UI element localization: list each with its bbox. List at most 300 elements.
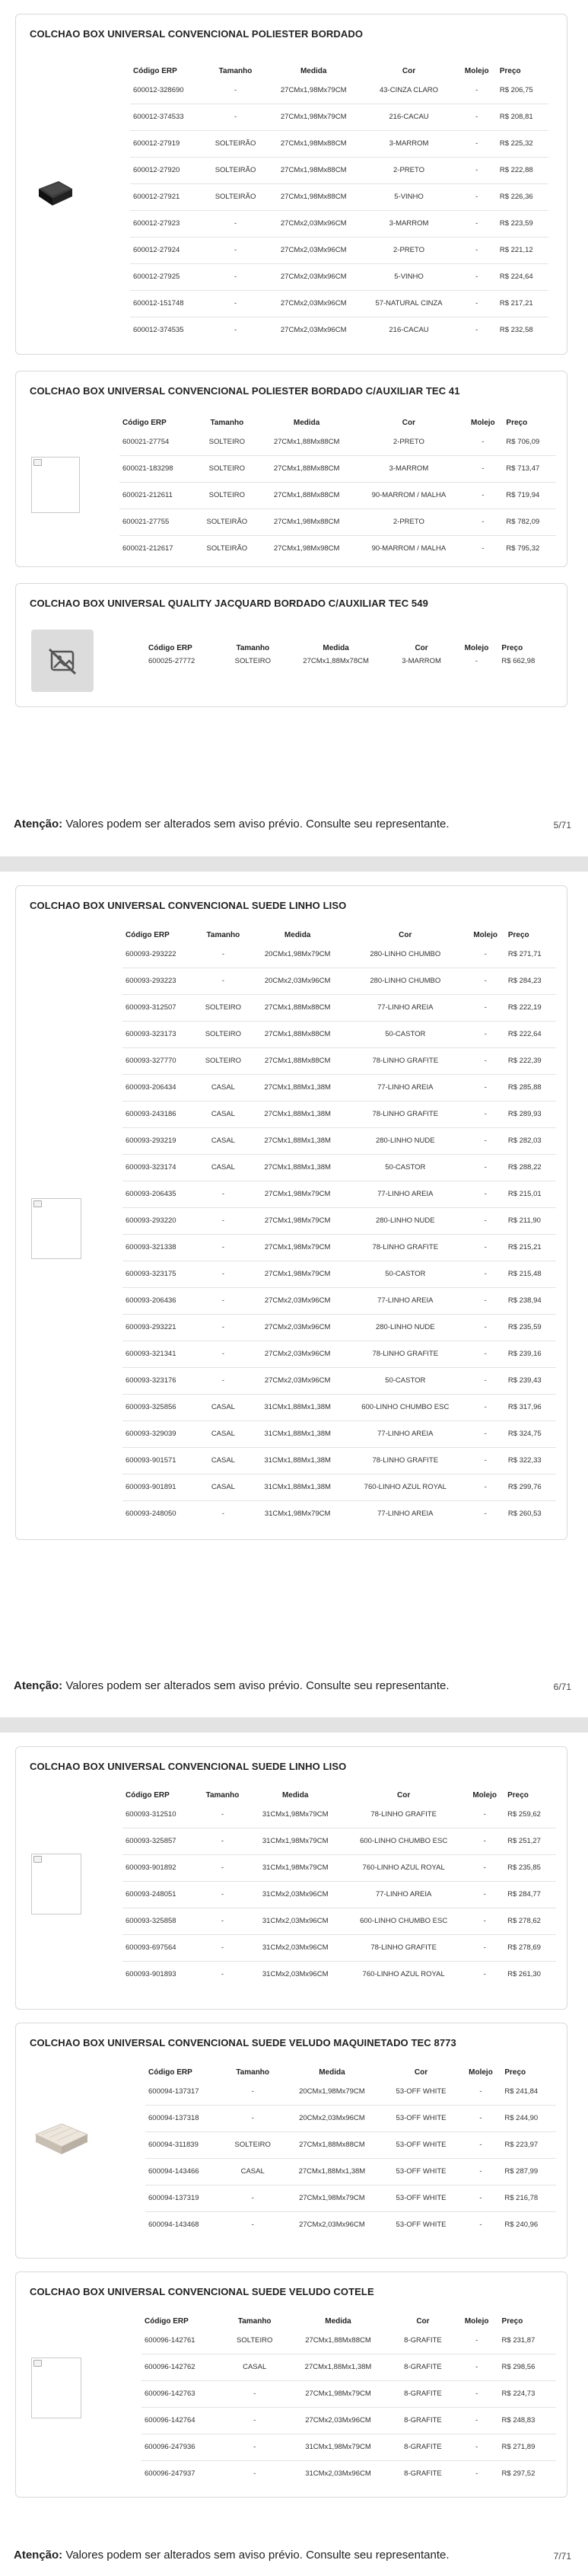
table-cell: 600093-312507 (122, 994, 196, 1021)
table-cell: 50-CASTOR (345, 1154, 466, 1181)
table-cell: 3-MARROM (355, 455, 463, 482)
table-row (130, 210, 548, 237)
table-cell: R$ 208,81 (497, 104, 548, 130)
table-cell: SOLTEIRÃO (195, 535, 259, 562)
table-cell: - (205, 263, 266, 290)
table-cell: R$ 241,84 (504, 2087, 539, 2096)
table-cell: 600093-321341 (122, 1341, 196, 1367)
table-cell: 8-GRAFITE (391, 2380, 455, 2407)
table-row (122, 1934, 556, 1961)
table-cell: - (466, 1314, 504, 1341)
table-cell: 600093-901891 (122, 1474, 196, 1500)
table-cell: 27CMx2,03Mx96CM (250, 1341, 345, 1367)
table-cell: 600093-248051 (122, 1881, 197, 1908)
table-header (145, 2066, 556, 2078)
table-cell: CASAL (196, 1074, 251, 1101)
table-cell: 27CMx2,03Mx96CM (266, 210, 361, 237)
table-cell: 600096-142762 (141, 2354, 224, 2380)
table-cell: CASAL (224, 2354, 284, 2380)
table-cell: 27CMx2,03Mx96CM (266, 290, 361, 317)
table-cell: - (455, 2354, 499, 2380)
table-cell: R$ 231,87 (501, 2335, 536, 2345)
table-cell: - (224, 2185, 281, 2211)
table-cell: - (465, 1961, 504, 1988)
table-cell: 27CMx1,88Mx1,38M (250, 1101, 345, 1127)
table-cell: 600021-212611 (119, 482, 195, 509)
table-cell: R$ 713,47 (503, 455, 556, 482)
column-header: Molejo (464, 643, 489, 652)
column-header: Cor (414, 2067, 428, 2077)
table-cell: - (197, 1908, 249, 1934)
table-cell: 78-LINHO GRAFITE (345, 1234, 466, 1261)
column-header: Tamanho (205, 1790, 240, 1800)
table-cell: 27CMx2,03Mx96CM (250, 1287, 345, 1314)
table-cell: - (460, 2211, 502, 2238)
product-title: COLCHAO BOX UNIVERSAL CONVENCIONAL POLIESTER BORDADO C/AUXILIAR TEC 41 (30, 385, 460, 397)
table-cell: 77-LINHO AREIA (342, 1881, 465, 1908)
table-cell: 600012-328690 (133, 85, 184, 94)
table-cell: R$ 260,53 (505, 1500, 556, 1527)
table-cell: CASAL (196, 1101, 251, 1127)
table-cell: 20CMx2,03Mx96CM (250, 968, 345, 994)
table-body (141, 2327, 556, 2487)
table-body (122, 941, 556, 1527)
table-cell: - (205, 104, 266, 130)
table-cell: 600094-143466 (145, 2158, 224, 2185)
product-table (145, 2066, 556, 2238)
table-cell: 600093-325858 (122, 1908, 197, 1934)
column-header: Tamanho (237, 2316, 272, 2326)
table-row (122, 1154, 556, 1181)
table-cell: - (457, 210, 497, 237)
column-header: Código ERP (145, 2316, 189, 2326)
table-cell: R$ 261,30 (504, 1961, 556, 1988)
table-cell: 31CMx1,98Mx79CM (262, 1809, 329, 1819)
table-cell: 53-OFF WHITE (396, 2087, 447, 2096)
table-cell: 27CMx2,03Mx96CM (266, 263, 361, 290)
column-header: Preço (507, 1790, 529, 1800)
table-cell: 27CMx1,88Mx88CM (273, 437, 340, 446)
product-table (141, 2315, 556, 2487)
table-cell: R$ 240,96 (501, 2211, 556, 2238)
table-cell: 8-GRAFITE (391, 2354, 455, 2380)
table-cell: 600012-27921 (130, 183, 205, 210)
table-cell: 31CMx2,03Mx96CM (248, 1961, 342, 1988)
column-header: Molejo (470, 418, 495, 427)
table-cell: - (196, 1314, 251, 1341)
table-cell: 5-VINHO (361, 263, 456, 290)
table-cell: R$ 222,39 (505, 1047, 556, 1074)
column-header: Tamanho (236, 643, 270, 652)
table-cell: 31CMx2,03Mx96CM (248, 1881, 342, 1908)
table-row (141, 2354, 556, 2380)
table-row (119, 455, 556, 482)
table-cell: R$ 215,01 (505, 1181, 556, 1207)
price-notice: Atenção: Valores podem ser alterados sem aviso prévio. Consulte seu representante. (14, 1679, 450, 1692)
table-row (145, 2185, 556, 2211)
table-cell: R$ 719,94 (503, 482, 556, 509)
table-row (122, 1261, 556, 1287)
table-cell: 31CMx1,98Mx79CM (248, 1828, 342, 1854)
table-cell: 600012-374535 (130, 317, 205, 343)
table-cell: - (224, 2380, 284, 2407)
table-cell: 600093-901892 (122, 1854, 197, 1881)
table-cell: - (475, 2335, 478, 2345)
table-cell: - (224, 2434, 284, 2460)
table-cell: 27CMx2,03Mx96CM (250, 1367, 345, 1394)
table-cell: 78-LINHO GRAFITE (342, 1934, 465, 1961)
column-header: Preço (504, 2067, 526, 2077)
table-row (141, 2460, 556, 2487)
table-cell: R$ 224,64 (497, 263, 548, 290)
mattress-icon (31, 2112, 92, 2165)
table-row (130, 263, 548, 290)
table-cell: 600021-27755 (119, 509, 195, 535)
table-cell: R$ 223,59 (497, 210, 548, 237)
table-row (130, 157, 548, 183)
table-cell: R$ 215,48 (505, 1261, 556, 1287)
column-header: Código ERP (126, 930, 170, 939)
table-cell: 600093-901893 (122, 1961, 197, 1988)
table-cell: 50-CASTOR (345, 1261, 466, 1287)
table-row (122, 1801, 556, 1828)
table-cell: 77-LINHO AREIA (345, 1500, 466, 1527)
product-title: COLCHAO BOX UNIVERSAL CONVENCIONAL SUEDE LINHO LISO (30, 900, 347, 911)
table-row (122, 994, 556, 1021)
table-cell: 27CMx1,88Mx1,38M (250, 1074, 345, 1101)
product-image-placeholder[interactable] (31, 457, 80, 513)
table-cell: R$ 221,12 (497, 237, 548, 263)
table-header (141, 2315, 556, 2327)
table-cell: 53-OFF WHITE (382, 2105, 459, 2131)
table-cell: - (205, 210, 266, 237)
table-cell: CASAL (196, 1447, 251, 1474)
product-card-6 (15, 2023, 567, 2259)
table-cell: R$ 251,27 (504, 1828, 556, 1854)
table-cell: R$ 288,22 (505, 1154, 556, 1181)
product-title: COLCHAO BOX UNIVERSAL CONVENCIONAL SUEDE VELUDO COTELE (30, 2286, 374, 2297)
no-image-icon (31, 630, 94, 692)
table-cell: 90-MARROM / MALHA (355, 482, 463, 509)
table-cell: - (197, 1854, 249, 1881)
table-cell: 27CMx2,03Mx96CM (250, 1314, 345, 1341)
table-cell: 3-MARROM (361, 210, 456, 237)
column-header: Molejo (464, 2316, 489, 2326)
table-cell: 600093-293223 (122, 968, 196, 994)
table-cell: 600093-325857 (122, 1828, 197, 1854)
table-cell: 600096-247937 (141, 2460, 224, 2487)
table-cell: - (197, 1881, 249, 1908)
product-title: COLCHAO BOX UNIVERSAL CONVENCIONAL SUEDE VELUDO MAQUINETADO TEC 8773 (30, 2037, 456, 2048)
product-image-placeholder[interactable] (31, 1854, 81, 1914)
column-header: Código ERP (133, 66, 177, 75)
table-cell: 600093-697564 (122, 1934, 197, 1961)
table-row (122, 1394, 556, 1420)
table-cell: 600093-321338 (122, 1234, 196, 1261)
table-cell: 27CMx1,88Mx1,38M (250, 1127, 345, 1154)
table-cell: R$ 223,97 (501, 2131, 556, 2158)
table-cell: - (462, 509, 503, 535)
table-cell: - (466, 1420, 504, 1447)
table-cell: - (196, 1500, 251, 1527)
column-header: Código ERP (126, 1790, 170, 1800)
table-cell: - (466, 1500, 504, 1527)
table-cell: 27CMx1,98Mx88CM (266, 130, 361, 157)
table-cell: R$ 235,85 (504, 1854, 556, 1881)
table-cell: R$ 211,90 (505, 1207, 556, 1234)
table-row (122, 1828, 556, 1854)
table-cell: SOLTEIRO (234, 656, 271, 665)
table-cell: 27CMx2,03Mx96CM (266, 237, 361, 263)
table-cell: - (460, 2105, 502, 2131)
table-cell: 50-CASTOR (345, 1367, 466, 1394)
table-row (130, 77, 548, 104)
table-cell: - (466, 1287, 504, 1314)
table-cell: 600012-27924 (130, 237, 205, 263)
table-cell: 31CMx2,03Mx96CM (248, 1908, 342, 1934)
column-header: Molejo (464, 66, 489, 75)
product-card-3 (15, 583, 567, 707)
table-row (145, 2158, 556, 2185)
product-image-box-white[interactable] (31, 2112, 92, 2165)
table-row (122, 1854, 556, 1881)
table-cell: 600-LINHO CHUMBO ESC (342, 1908, 465, 1934)
table-row (130, 317, 548, 343)
table-cell: R$ 324,75 (505, 1420, 556, 1447)
page-separator (0, 1717, 588, 1733)
table-cell: - (205, 237, 266, 263)
table-cell: 27CMx1,88Mx88CM (305, 2335, 371, 2345)
image-unavailable[interactable] (31, 630, 94, 692)
table-cell: 600093-293222 (126, 949, 176, 958)
table-cell: 8-GRAFITE (391, 2434, 455, 2460)
table-cell: R$ 235,59 (505, 1314, 556, 1341)
table-cell: R$ 287,99 (501, 2158, 556, 2185)
table-cell: 20CMx2,03Mx96CM (281, 2105, 382, 2131)
product-table (119, 416, 556, 562)
table-cell: - (460, 2131, 502, 2158)
table-cell: - (455, 2380, 499, 2407)
table-header (122, 1789, 556, 1801)
product-image-box-black[interactable] (36, 175, 75, 212)
table-cell: 760-LINHO AZUL ROYAL (345, 1474, 466, 1500)
table-cell: 600093-323173 (122, 1021, 196, 1047)
table-cell: - (484, 949, 487, 958)
table-cell: 27CMx1,98Mx79CM (250, 1181, 345, 1207)
table-cell: - (205, 290, 266, 317)
product-image-placeholder[interactable] (31, 2358, 81, 2418)
table-row (122, 1101, 556, 1127)
table-cell: 600093-329039 (122, 1420, 196, 1447)
table-cell: 600094-143468 (145, 2211, 224, 2238)
table-cell: 27CMx1,88Mx1,38M (250, 1154, 345, 1181)
table-row (130, 237, 548, 263)
table-cell: 600012-27923 (130, 210, 205, 237)
table-cell: 78-LINHO GRAFITE (345, 1047, 466, 1074)
table-cell: 600094-137317 (148, 2087, 199, 2096)
table-cell: 78-LINHO GRAFITE (345, 1341, 466, 1367)
table-cell: R$ 225,32 (497, 130, 548, 157)
product-card-4 (15, 885, 567, 1540)
table-cell: 600096-247936 (141, 2434, 224, 2460)
table-row (130, 183, 548, 210)
table-cell: 600094-311839 (145, 2131, 224, 2158)
table-cell: 78-LINHO GRAFITE (345, 1447, 466, 1474)
table-cell: R$ 782,09 (503, 509, 556, 535)
table-cell: 78-LINHO GRAFITE (370, 1809, 437, 1819)
table-cell: R$ 284,77 (504, 1881, 556, 1908)
table-cell: 27CMx1,88Mx88CM (250, 994, 345, 1021)
table-cell: - (457, 290, 497, 317)
table-cell: 600093-206435 (122, 1181, 196, 1207)
table-row (122, 1287, 556, 1314)
table-cell: 27CMx2,03Mx96CM (285, 2407, 391, 2434)
table-body (119, 429, 556, 562)
table-cell: R$ 706,09 (506, 437, 540, 446)
table-cell: R$ 239,16 (505, 1341, 556, 1367)
column-header: Código ERP (148, 2067, 192, 2077)
table-cell: 50-CASTOR (345, 1021, 466, 1047)
column-header: Medida (323, 643, 349, 652)
table-cell: R$ 244,90 (501, 2105, 556, 2131)
column-header: Tamanho (236, 2067, 270, 2077)
table-row (122, 1207, 556, 1234)
table-cell: 8-GRAFITE (404, 2335, 442, 2345)
table-row (122, 1420, 556, 1447)
table-row (141, 2434, 556, 2460)
table-cell: - (224, 2105, 281, 2131)
table-cell: 20CMx1,98Mx79CM (264, 949, 331, 958)
table-cell: R$ 222,19 (505, 994, 556, 1021)
table-cell: 53-OFF WHITE (382, 2185, 459, 2211)
table-cell: 600025-27772 (148, 656, 195, 665)
table-row (122, 1074, 556, 1101)
table-cell: - (466, 1127, 504, 1154)
table-cell: - (466, 1021, 504, 1047)
table-cell: R$ 217,21 (497, 290, 548, 317)
table-cell: - (196, 1207, 251, 1234)
table-cell: - (457, 157, 497, 183)
table-header (119, 416, 556, 429)
product-table (145, 642, 556, 668)
catalog-page-7 (0, 1733, 588, 2576)
table-row (130, 104, 548, 130)
table-cell: 57-NATURAL CINZA (361, 290, 456, 317)
table-cell: - (457, 104, 497, 130)
table-cell: SOLTEIRO (196, 1047, 251, 1074)
price-notice: Atenção: Valores podem ser alterados sem aviso prévio. Consulte seu representante. (14, 818, 450, 831)
page-number: 6/71 (553, 1682, 571, 1692)
table-cell: R$ 226,36 (497, 183, 548, 210)
product-image-placeholder[interactable] (31, 1198, 81, 1259)
table-cell: 77-LINHO AREIA (345, 1181, 466, 1207)
table-cell: CASAL (196, 1474, 251, 1500)
table-cell: - (466, 1181, 504, 1207)
table-row (122, 1021, 556, 1047)
table-body (122, 1801, 556, 1988)
table-cell: R$ 259,62 (507, 1809, 541, 1819)
table-cell: - (455, 2407, 499, 2434)
table-row (122, 1367, 556, 1394)
table-cell: 600096-142763 (141, 2380, 224, 2407)
table-cell: - (196, 1261, 251, 1287)
table-cell: 600093-206434 (122, 1074, 196, 1101)
table-cell: - (483, 1809, 486, 1819)
column-header: Cor (397, 1790, 411, 1800)
table-cell: - (457, 130, 497, 157)
table-cell: CASAL (224, 2158, 281, 2185)
column-header: Preço (501, 643, 523, 652)
table-cell: 600093-243186 (122, 1101, 196, 1127)
table-cell: 600012-27919 (130, 130, 205, 157)
product-title: COLCHAO BOX UNIVERSAL CONVENCIONAL POLIESTER BORDADO (30, 28, 364, 40)
table-cell: - (465, 1854, 504, 1881)
table-cell: SOLTEIRO (196, 994, 251, 1021)
table-cell: R$ 298,56 (499, 2354, 556, 2380)
column-header: Preço (507, 930, 529, 939)
table-cell: CASAL (196, 1394, 251, 1420)
table-cell: 27CMx2,03Mx96CM (266, 317, 361, 343)
table-cell: - (465, 1881, 504, 1908)
table-cell: SOLTEIRO (195, 482, 259, 509)
table-header (145, 642, 556, 654)
table-cell: 3-MARROM (361, 130, 456, 157)
column-header: Código ERP (148, 643, 192, 652)
table-cell: R$ 239,43 (505, 1367, 556, 1394)
table-cell: R$ 206,75 (499, 85, 533, 94)
table-row (119, 429, 556, 455)
product-table (130, 65, 548, 343)
table-cell: 600093-312510 (126, 1809, 176, 1819)
table-cell: - (466, 994, 504, 1021)
table-row (122, 1447, 556, 1474)
table-cell: 2-PRETO (361, 237, 456, 263)
table-cell: - (466, 1047, 504, 1074)
table-cell: - (466, 1074, 504, 1101)
table-cell: SOLTEIRO (224, 2131, 281, 2158)
table-cell: - (466, 1474, 504, 1500)
table-cell: CASAL (196, 1127, 251, 1154)
table-cell: 600093-323175 (122, 1261, 196, 1287)
table-cell: - (466, 1447, 504, 1474)
column-header: Preço (499, 66, 521, 75)
column-header: Molejo (472, 1790, 497, 1800)
table-row (122, 1234, 556, 1261)
table-cell: SOLTEIRÃO (205, 183, 266, 210)
table-cell: 43-CINZA CLARO (379, 85, 439, 94)
column-header: Cor (415, 643, 428, 652)
table-cell: R$ 222,88 (497, 157, 548, 183)
table-cell: R$ 297,52 (499, 2460, 556, 2487)
table-cell: - (224, 2407, 284, 2434)
table-cell: 600093-323176 (122, 1367, 196, 1394)
product-title: COLCHAO BOX UNIVERSAL QUALITY JACQUARD BORDADO C/AUXILIAR TEC 549 (30, 598, 428, 609)
column-header: Cor (416, 2316, 430, 2326)
table-row (130, 130, 548, 157)
product-card-5 (15, 1746, 567, 2010)
table-cell: - (196, 1341, 251, 1367)
table-cell: - (460, 2158, 502, 2185)
table-cell: 600093-293219 (122, 1127, 196, 1154)
table-cell: CASAL (196, 1154, 251, 1181)
table-cell: 2-PRETO (393, 437, 424, 446)
table-cell: 27CMx1,88Mx88CM (250, 1047, 345, 1074)
table-row (130, 290, 548, 317)
table-cell: - (466, 968, 504, 994)
table-row (122, 1341, 556, 1367)
table-cell: 8-GRAFITE (391, 2460, 455, 2487)
table-cell: R$ 282,03 (505, 1127, 556, 1154)
